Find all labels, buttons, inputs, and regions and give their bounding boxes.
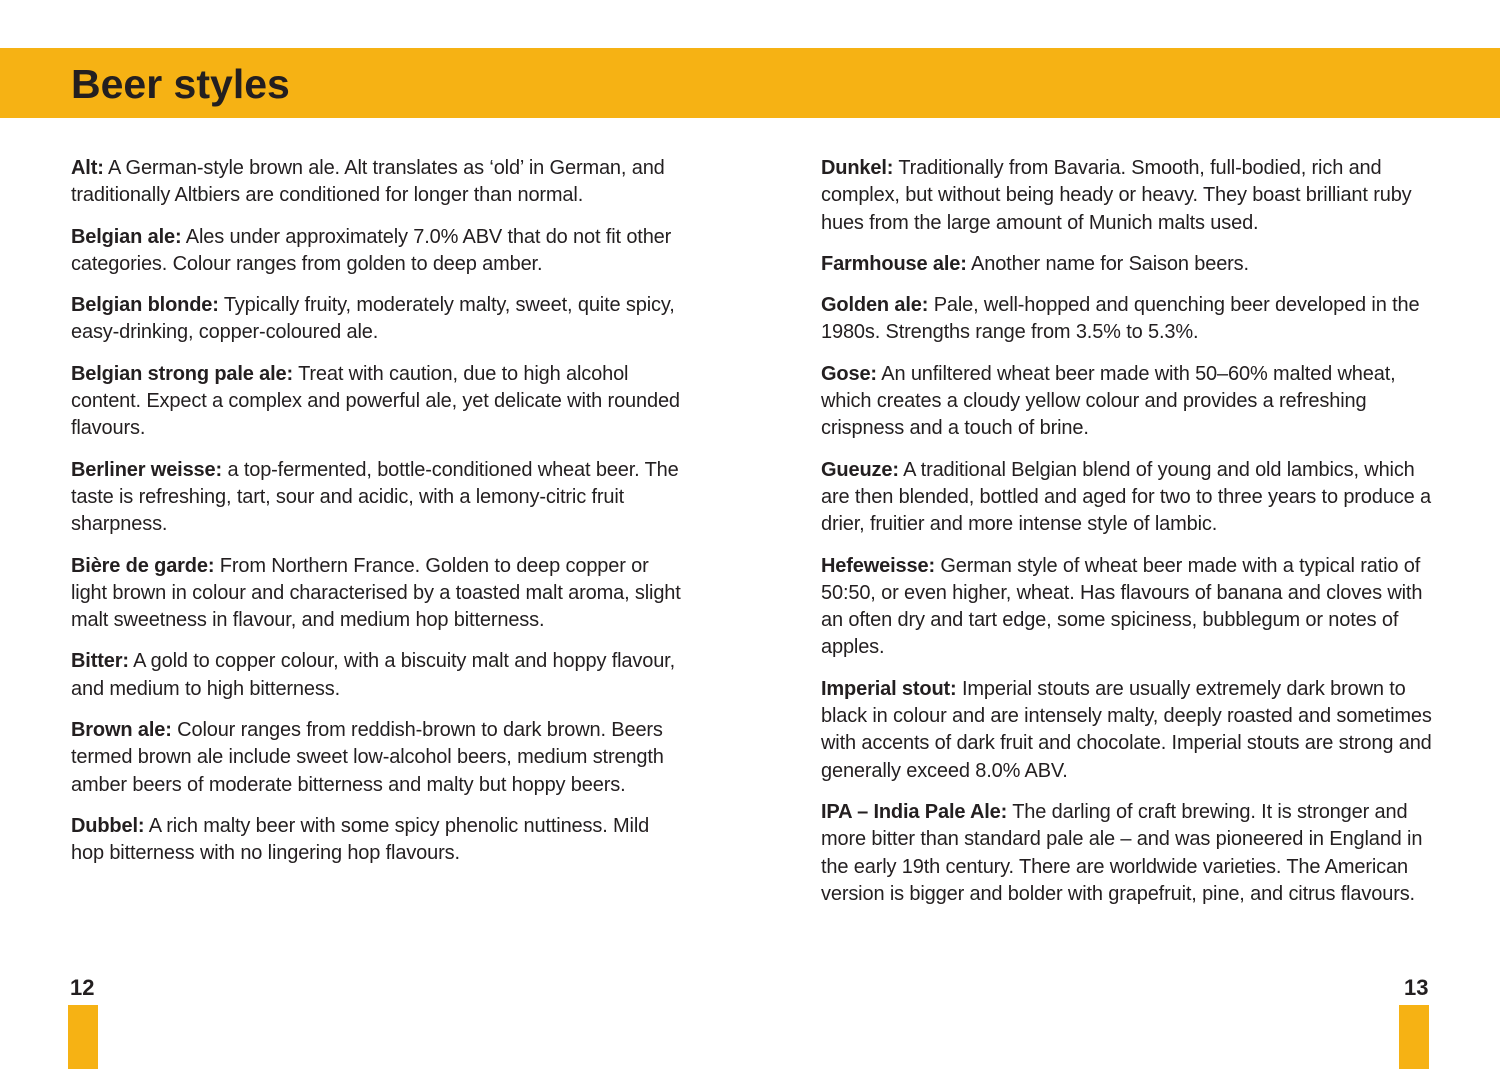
glossary-entry bbox=[71, 717, 681, 799]
entry-text: Traditionally from Bavaria. Smooth, full-bodied, rich and complex, but without being heady or heavy. They boast brilliant ruby hues from the large amount of Munich malts used. bbox=[821, 157, 1412, 234]
entry-text: A rich malty beer with some spicy phenolic nuttiness. Mild hop bitterness with no lingering hop flavours. bbox=[71, 814, 650, 865]
entry-term: Gose: bbox=[821, 362, 877, 385]
entry-text: Colour ranges from reddish-brown to dark brown. Beers termed brown ale include sweet low-alcohol beers, medium strength amber beers of moderate bitterness and malty but hoppy beers. bbox=[71, 719, 664, 796]
page-number-right: 13 bbox=[1404, 975, 1429, 1000]
entry-text: Ales under approximately 7.0% ABV that do not fit other categories. Colour ranges from golden to deep amber. bbox=[71, 225, 672, 275]
entry-term: Hefeweisse: bbox=[821, 554, 935, 577]
glossary-entry bbox=[821, 676, 1436, 785]
glossary-entry bbox=[821, 251, 1436, 278]
entry-term: Belgian ale: bbox=[71, 225, 182, 248]
entry-term: Dunkel: bbox=[821, 157, 894, 179]
right-column bbox=[821, 155, 1436, 922]
entry-text: Imperial stouts are usually extremely dark brown to black in colour and are intensely malty, deeply roasted and sometimes with accents of dark fruit and chocolate. Imperial stouts are strong and generally exceed 8.0% ABV. bbox=[821, 677, 1432, 782]
entry-term: Berliner weisse: bbox=[71, 458, 223, 481]
entry-text: Pale, well-hopped and quenching beer developed in the 1980s. Strengths range from 3.5% to 5.3%. bbox=[821, 294, 1420, 344]
entry-term: Belgian blonde: bbox=[71, 294, 219, 317]
glossary-entry bbox=[821, 799, 1436, 908]
glossary-entry bbox=[71, 292, 681, 347]
entry-term: Dubbel: bbox=[71, 814, 145, 837]
entry-text: German style of wheat beer made with a typical ratio of 50:50, or even higher, wheat. Has flavours of banana and cloves with an often dry and tart edge, some spiciness, bubblegum or notes of apples. bbox=[821, 554, 1423, 659]
entry-text: Treat with caution, due to high alcohol content. Expect a complex and powerful ale, yet delicate with rounded flavours. bbox=[71, 362, 680, 440]
glossary-entry bbox=[71, 648, 681, 703]
entry-term: Farmhouse ale: bbox=[821, 252, 967, 275]
glossary-entry bbox=[71, 224, 681, 279]
entry-term: Gueuze: bbox=[821, 458, 899, 481]
entry-term: Belgian strong pale ale: bbox=[71, 362, 294, 385]
page-edge-tab-left bbox=[68, 1005, 98, 1069]
entry-term: Bitter: bbox=[71, 650, 129, 673]
entry-term: Bière de garde: bbox=[71, 554, 215, 577]
entry-text: Typically fruity, moderately malty, sweet, quite spicy, easy-drinking, copper-coloured ale. bbox=[71, 294, 675, 344]
glossary-entry bbox=[71, 155, 681, 210]
page-edge-tab-right bbox=[1399, 1005, 1429, 1069]
glossary-entry bbox=[821, 155, 1436, 237]
entry-text: A traditional Belgian blend of young and old lambics, which are then blended, bottled and aged for two to three years to produce a drier, fruitier and more intense style of lambic. bbox=[821, 458, 1431, 536]
entry-text: From Northern France. Golden to deep copper or light brown in colour and characterised by a toasted malt aroma, slight malt sweetness in flavour, and medium hop bitterness. bbox=[71, 554, 681, 632]
glossary-entry bbox=[821, 292, 1436, 347]
glossary-entry bbox=[71, 457, 681, 539]
entry-text: The darling of craft brewing. It is stronger and more bitter than standard pale ale – and was pioneered in England in the early 19th century. There are worldwide varieties. The American version is bigger and bolder with grapefruit, pine, and citrus flavours. bbox=[821, 800, 1423, 905]
entry-text: a top-fermented, bottle-conditioned wheat beer. The taste is refreshing, tart, sour and acidic, with a lemony-citric fruit sharpness. bbox=[71, 458, 679, 536]
entry-term: Imperial stout: bbox=[821, 677, 957, 700]
left-column bbox=[71, 155, 681, 882]
glossary-entry bbox=[821, 553, 1436, 662]
glossary-entry bbox=[71, 813, 681, 868]
glossary-entry bbox=[71, 553, 681, 635]
glossary-entry bbox=[71, 361, 681, 443]
page-title: Beer styles bbox=[71, 61, 290, 107]
entry-term: IPA – India Pale Ale: bbox=[821, 800, 1008, 823]
entry-text: Another name for Saison beers. bbox=[971, 252, 1249, 275]
entry-text: A gold to copper colour, with a biscuity malt and hoppy flavour, and medium to high bitterness. bbox=[71, 650, 675, 700]
entry-text: A German-style brown ale. Alt translates as ‘old’ in German, and traditionally Altbiers are conditioned for longer than normal. bbox=[71, 157, 665, 207]
entry-term: Brown ale: bbox=[71, 719, 172, 742]
entry-term: Golden ale: bbox=[821, 294, 929, 317]
glossary-entry bbox=[821, 361, 1436, 443]
glossary-entry bbox=[821, 457, 1436, 539]
entry-term: Alt: bbox=[71, 157, 104, 179]
entry-text: An unfiltered wheat beer made with 50–60% malted wheat, which creates a cloudy yellow colour and provides a refreshing crispness and a touch of brine. bbox=[821, 362, 1396, 440]
page-number-left: 12 bbox=[70, 975, 95, 1000]
